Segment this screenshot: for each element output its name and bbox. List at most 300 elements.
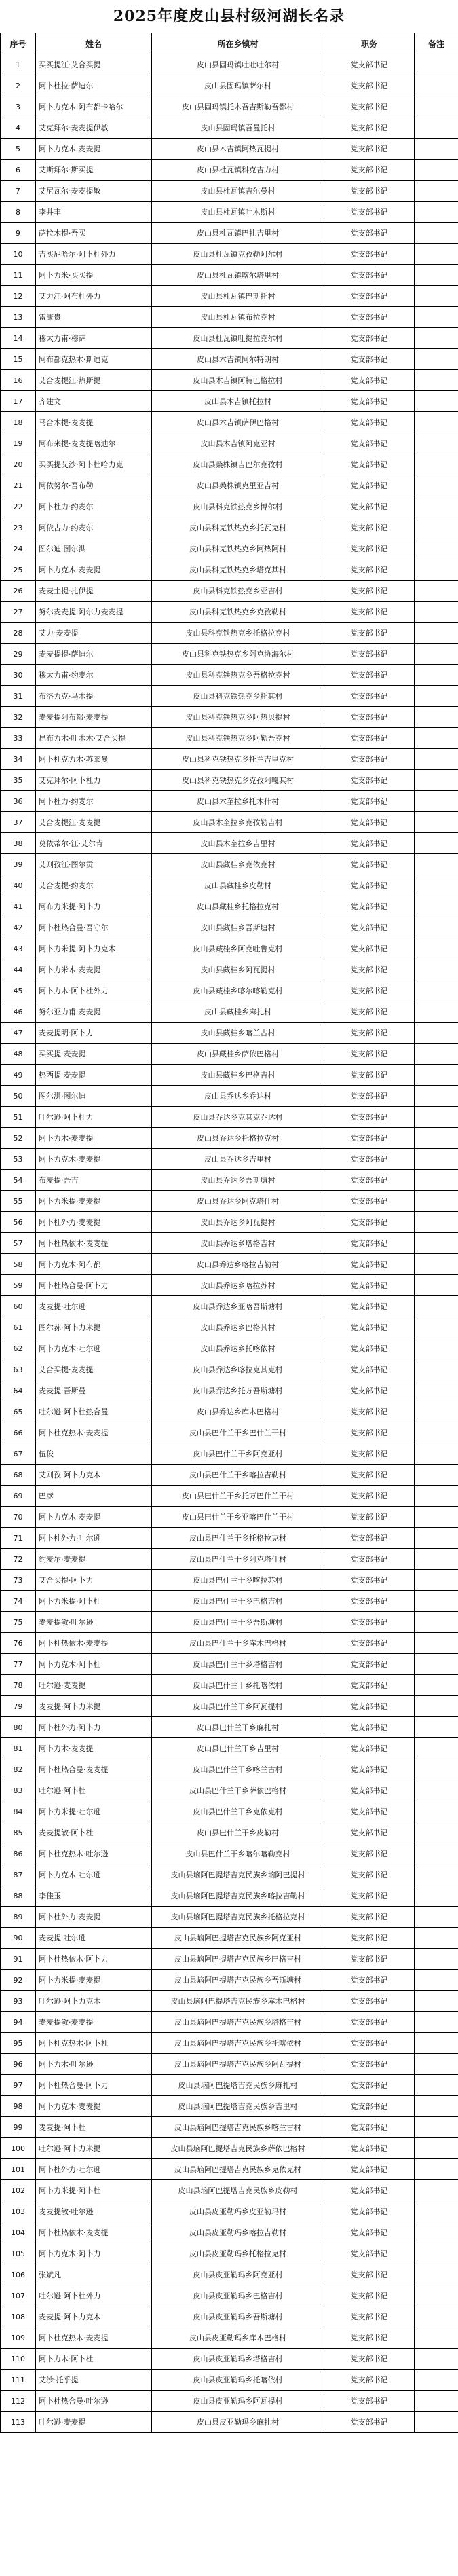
row-role: 党支部书记 [324,2412,415,2433]
row-role: 党支部书记 [324,980,415,1001]
row-village: 皮山县乔达乡喀拉吉勒村 [152,1254,324,1275]
row-role: 党支部书记 [324,1633,415,1654]
row-role: 党支部书记 [324,938,415,959]
row-role: 党支部书记 [324,160,415,181]
row-note [415,244,458,265]
table-row [1,896,458,917]
row-village: 皮山县巴什兰干乡萨依巴格村 [152,1780,324,1801]
table-row [1,1212,458,1233]
table-row [1,833,458,854]
row-name: 阿卜力克木·麦麦提 [36,1149,152,1170]
row-note [415,1528,458,1549]
row-index: 22 [1,496,36,517]
row-name: 吐尔逊·阿卜力克木 [36,1991,152,2012]
row-village: 皮山县垴阿巴提塔吉克民族乡喀拉吉勒村 [152,1885,324,1907]
row-note [415,707,458,728]
row-index: 14 [1,328,36,349]
row-village: 皮山县皮亚勒玛乡阿瓦提村 [152,2391,324,2412]
row-name: 阿卜杜外力·麦麦提 [36,1907,152,1928]
row-note [415,1443,458,1465]
row-index: 109 [1,2327,36,2349]
row-index: 38 [1,833,36,854]
row-role: 党支部书记 [324,265,415,286]
row-village: 皮山县皮亚勒玛乡塔格吉村 [152,2349,324,2370]
row-index: 80 [1,1717,36,1738]
row-village: 皮山县藏桂乡皮勒村 [152,875,324,896]
row-name: 图尔荪·阿卜力米提 [36,1317,152,1338]
row-role: 党支部书记 [324,1317,415,1338]
row-role: 党支部书记 [324,1128,415,1149]
row-name: 艾合买提·麦麦提 [36,1359,152,1380]
row-village: 皮山县巴什兰干乡托万巴什兰干村 [152,1486,324,1507]
row-index: 104 [1,2222,36,2243]
table-row [1,2349,458,2370]
table-row [1,517,458,538]
row-role: 党支部书记 [324,2075,415,2096]
table-row [1,2285,458,2306]
row-village: 皮山县皮亚勒玛乡托格拉克村 [152,2243,324,2264]
row-note [415,875,458,896]
row-index: 55 [1,1191,36,1212]
row-index: 110 [1,2349,36,2370]
row-note [415,665,458,686]
row-note [415,602,458,623]
row-name: 麦麦提敏·麦麦提 [36,2012,152,2033]
row-note [415,1044,458,1065]
row-village: 皮山县巴什兰干乡喀尔喀勒克村 [152,1843,324,1864]
row-role: 党支部书记 [324,1780,415,1801]
document-title: 2025年度皮山县村级河湖长名录 [113,7,345,25]
table-row [1,1949,458,1970]
row-role: 党支部书记 [324,2370,415,2391]
row-name: 吐尔逊·阿卜杜力 [36,1107,152,1128]
row-role: 党支部书记 [324,1991,415,2012]
row-role: 党支部书记 [324,728,415,749]
row-index: 82 [1,1759,36,1780]
row-note [415,1549,458,1570]
table-row [1,370,458,391]
row-village: 皮山县垴阿巴提塔吉克民族乡塔格吉村 [152,2012,324,2033]
row-index: 105 [1,2243,36,2264]
row-name: 热西提·麦麦提 [36,1065,152,1086]
row-index: 65 [1,1401,36,1422]
row-index: 32 [1,707,36,728]
row-index: 49 [1,1065,36,1086]
row-index: 19 [1,433,36,454]
row-name: 阿卜杜外力·吐尔逊 [36,2159,152,2180]
table-row [1,1717,458,1738]
row-village: 皮山县乔达乡乔达村 [152,1086,324,1107]
row-role: 党支部书记 [324,665,415,686]
row-name: 阿卜力米提·吐尔逊 [36,1801,152,1822]
row-name: 阿卜杜克力木·苏莱曼 [36,749,152,770]
row-name: 阿卜杜力·约麦尔 [36,496,152,517]
row-role: 党支部书记 [324,2243,415,2264]
row-village: 皮山县皮亚勒玛乡托喀依村 [152,2370,324,2391]
row-role: 党支部书记 [324,644,415,665]
row-village: 皮山县杜瓦镇吐木斯村 [152,202,324,223]
row-name: 艾合麦提江·热斯提 [36,370,152,391]
row-role: 党支部书记 [324,791,415,812]
row-note [415,517,458,538]
row-name: 买买提艾沙·阿卜杜哈力克 [36,454,152,475]
table-row [1,686,458,707]
row-role: 党支部书记 [324,896,415,917]
row-role: 党支部书记 [324,286,415,307]
row-village: 皮山县科克铁热克乡塔克其村 [152,559,324,581]
row-note [415,117,458,139]
row-note [415,160,458,181]
row-name: 阿卜杜克热木·麦麦提 [36,1422,152,1443]
row-village: 皮山县垴阿巴提塔吉克民族乡吾斯塘村 [152,1970,324,1991]
row-name: 阿布都克热木·斯迪克 [36,349,152,370]
table-row [1,938,458,959]
row-index: 1 [1,54,36,75]
row-role: 党支部书记 [324,1885,415,1907]
table-row [1,1001,458,1023]
row-index: 96 [1,2054,36,2075]
row-name: 阿依努尔·吾布勒 [36,475,152,496]
row-role: 党支部书记 [324,2285,415,2306]
table-row [1,1696,458,1717]
row-name: 阿卜杜克热木·阿卜杜 [36,2033,152,2054]
row-note [415,1801,458,1822]
row-index: 11 [1,265,36,286]
table-row [1,433,458,454]
row-note [415,2285,458,2306]
row-index: 39 [1,854,36,875]
row-name: 图尔迪·图尔洪 [36,538,152,559]
row-index: 26 [1,581,36,602]
row-village: 皮山县科克铁热克乡亚吉村 [152,581,324,602]
row-village: 皮山县藏桂乡喀尔喀勒克村 [152,980,324,1001]
row-village: 皮山县桑株镇吉巴尔克孜村 [152,454,324,475]
row-note [415,412,458,433]
table-row [1,812,458,833]
row-index: 93 [1,1991,36,2012]
row-name: 巴彦 [36,1486,152,1507]
table-row [1,1486,458,1507]
row-name: 艾合麦提江·麦麦提 [36,812,152,833]
row-village: 皮山县科克铁热克乡阿热贝提村 [152,707,324,728]
row-index: 86 [1,1843,36,1864]
row-role: 党支部书记 [324,1696,415,1717]
row-name: 买买提江·艾合买提 [36,54,152,75]
table-row [1,2033,458,2054]
row-village: 皮山县巴什兰干乡阿克亚村 [152,1443,324,1465]
table-row [1,202,458,223]
row-note [415,1338,458,1359]
row-name: 阿卜杜外力·麦麦提 [36,1212,152,1233]
row-role: 党支部书记 [324,1170,415,1191]
row-note [415,980,458,1001]
row-note [415,1380,458,1401]
table-row [1,770,458,791]
row-village: 皮山县垴阿巴提塔吉克民族乡吉里村 [152,2096,324,2117]
row-name: 阿布力米提·阿卜力 [36,896,152,917]
row-name: 约麦尔·麦麦提 [36,1549,152,1570]
row-index: 88 [1,1885,36,1907]
row-name: 阿卜杜拉·萨迪尔 [36,75,152,96]
row-note [415,391,458,412]
row-name: 艾则孜江·图尔贡 [36,854,152,875]
row-village: 皮山县垴阿巴提塔吉克民族乡阿瓦提村 [152,2054,324,2075]
table-row [1,223,458,244]
row-name: 阿卜力米提·麦麦提 [36,1970,152,1991]
row-name: 阿卜力克木·吐尔逊 [36,1864,152,1885]
row-role: 党支部书记 [324,812,415,833]
table-row [1,1086,458,1107]
table-row [1,2012,458,2033]
row-note [415,728,458,749]
row-role: 党支部书记 [324,1296,415,1317]
row-index: 92 [1,1970,36,1991]
row-index: 21 [1,475,36,496]
row-village: 皮山县垴阿巴提塔吉克民族乡托喀依村 [152,2033,324,2054]
row-name: 艾克拜尔·麦麦提伊敏 [36,117,152,139]
row-role: 党支部书记 [324,1254,415,1275]
row-index: 9 [1,223,36,244]
row-village: 皮山县科克铁热克乡吾格拉克村 [152,665,324,686]
table-row [1,644,458,665]
row-role: 党支部书记 [324,2159,415,2180]
row-name: 阿卜力木·阿卜杜外力 [36,980,152,1001]
row-role: 党支部书记 [324,2117,415,2138]
row-name: 阿卜力克木·吐尔逊 [36,1338,152,1359]
row-index: 77 [1,1654,36,1675]
table-row [1,160,458,181]
row-name: 阿卜杜外力·吐尔逊 [36,1528,152,1549]
row-village: 皮山县木吉镇阿尔特朗村 [152,349,324,370]
row-role: 党支部书记 [324,1949,415,1970]
row-index: 95 [1,2033,36,2054]
row-role: 党支部书记 [324,496,415,517]
table-row [1,475,458,496]
table-row [1,496,458,517]
row-index: 51 [1,1107,36,1128]
table-row [1,2075,458,2096]
row-role: 党支部书记 [324,602,415,623]
table-row [1,1549,458,1570]
row-index: 18 [1,412,36,433]
row-index: 94 [1,2012,36,2033]
row-index: 43 [1,938,36,959]
row-note [415,1907,458,1928]
row-role: 党支部书记 [324,623,415,644]
row-index: 3 [1,96,36,117]
row-index: 36 [1,791,36,812]
row-role: 党支部书记 [324,538,415,559]
table-row [1,980,458,1001]
row-name: 麦麦提·吐尔逊 [36,1296,152,1317]
row-role: 党支部书记 [324,2054,415,2075]
row-index: 52 [1,1128,36,1149]
row-index: 27 [1,602,36,623]
row-name: 阿卜杜热依木·阿卜力 [36,1949,152,1970]
row-village: 皮山县乔达乡吾斯塘村 [152,1170,324,1191]
table-row [1,749,458,770]
row-role: 党支部书记 [324,2180,415,2201]
row-role: 党支部书记 [324,244,415,265]
row-village: 皮山县杜瓦镇喀尔塔里村 [152,265,324,286]
table-row [1,349,458,370]
row-note [415,1359,458,1380]
row-note [415,139,458,160]
row-name: 阿卜力木·吐尔逊 [36,2054,152,2075]
row-village: 皮山县藏桂乡阿瓦提村 [152,959,324,980]
row-note [415,559,458,581]
table-header-row [1,33,458,54]
table-row [1,412,458,433]
table-row [1,581,458,602]
row-name: 布麦提·吾吉 [36,1170,152,1191]
table-body [1,54,458,2433]
row-role: 党支部书记 [324,1759,415,1780]
row-name: 图尔洪·图尔迪 [36,1086,152,1107]
row-role: 党支部书记 [324,1044,415,1065]
row-name: 努尔麦麦提·阿尔力麦麦提 [36,602,152,623]
row-index: 2 [1,75,36,96]
row-index: 79 [1,1696,36,1717]
row-note [415,581,458,602]
row-index: 85 [1,1822,36,1843]
row-role: 党支部书记 [324,1801,415,1822]
row-index: 10 [1,244,36,265]
row-index: 87 [1,1864,36,1885]
row-role: 党支部书记 [324,181,415,202]
row-index: 29 [1,644,36,665]
table-row [1,2222,458,2243]
row-name: 艾力江·阿布杜外力 [36,286,152,307]
row-note [415,202,458,223]
table-row [1,1254,458,1275]
row-village: 皮山县杜瓦镇克孜勒阿尔村 [152,244,324,265]
row-name: 阿卜力克木·麦麦提 [36,2096,152,2117]
row-name: 阿卜力米提·阿卜杜 [36,2180,152,2201]
table-row [1,1233,458,1254]
row-role: 党支部书记 [324,96,415,117]
row-note [415,2264,458,2285]
row-index: 13 [1,307,36,328]
row-village: 皮山县乔达乡吉里村 [152,1149,324,1170]
row-note [415,2054,458,2075]
table-row [1,1970,458,1991]
row-role: 党支部书记 [324,1212,415,1233]
row-name: 阿卜杜力·约麦尔 [36,791,152,812]
row-note [415,2412,458,2433]
row-name: 阿依古力·约麦尔 [36,517,152,538]
table-row [1,1296,458,1317]
row-note [415,1675,458,1696]
row-name: 麦麦提敏·吐尔逊 [36,2201,152,2222]
row-index: 73 [1,1570,36,1591]
table-row [1,1023,458,1044]
table-row [1,391,458,412]
row-village: 皮山县巴什兰干乡皮勒村 [152,1822,324,1843]
row-name: 艾斯拜尔·斯买提 [36,160,152,181]
row-village: 皮山县乔达乡亚喀吾斯塘村 [152,1296,324,1317]
row-role: 党支部书记 [324,349,415,370]
row-index: 50 [1,1086,36,1107]
row-village: 皮山县巴什兰干乡阿瓦提村 [152,1696,324,1717]
row-note [415,2370,458,2391]
row-note [415,2306,458,2327]
row-role: 党支部书记 [324,1907,415,1928]
table-row [1,1275,458,1296]
row-role: 党支部书记 [324,2264,415,2285]
row-name: 阿卜力米提·麦麦提 [36,1191,152,1212]
row-index: 42 [1,917,36,938]
row-role: 党支部书记 [324,1359,415,1380]
row-name: 麦麦土提·扎伊提 [36,581,152,602]
row-role: 党支部书记 [324,2306,415,2327]
row-role: 党支部书记 [324,139,415,160]
table-row [1,2054,458,2075]
row-name: 吐尔逊·阿卜杜热合曼 [36,1401,152,1422]
row-note [415,770,458,791]
row-name: 阿卜力克木·阿卜力 [36,2243,152,2264]
header-index: 序号 [1,33,36,54]
row-index: 5 [1,139,36,160]
row-index: 25 [1,559,36,581]
row-role: 党支部书记 [324,1591,415,1612]
table-row [1,1780,458,1801]
row-name: 张斌凡 [36,2264,152,2285]
row-village: 皮山县固玛镇萨尔村 [152,75,324,96]
row-role: 党支部书记 [324,1086,415,1107]
row-village: 皮山县科克铁热克乡克孜阿嘎其村 [152,770,324,791]
row-note [415,1422,458,1443]
row-village: 皮山县木吉镇托拉村 [152,391,324,412]
row-name: 阿卜力克木·阿布都 [36,1254,152,1275]
row-index: 102 [1,2180,36,2201]
table-row [1,2327,458,2349]
row-index: 72 [1,1549,36,1570]
row-note [415,2096,458,2117]
row-index: 62 [1,1338,36,1359]
row-index: 91 [1,1949,36,1970]
table-row [1,2159,458,2180]
row-note [415,959,458,980]
row-role: 党支部书记 [324,75,415,96]
row-role: 党支部书记 [324,749,415,770]
row-index: 24 [1,538,36,559]
row-name: 麦麦提·阿卜力米提 [36,1696,152,1717]
row-index: 67 [1,1443,36,1465]
row-name: 麦麦提·吐尔逊 [36,1928,152,1949]
table-row [1,244,458,265]
row-role: 党支部书记 [324,1843,415,1864]
row-role: 党支部书记 [324,328,415,349]
row-note [415,2180,458,2201]
row-village: 皮山县藏桂乡托格拉克村 [152,896,324,917]
row-note [415,370,458,391]
row-role: 党支部书记 [324,686,415,707]
row-name: 阿卜力米提·阿卜力克木 [36,938,152,959]
row-role: 党支部书记 [324,1443,415,1465]
row-name: 阿卜力克木·阿卜杜 [36,1654,152,1675]
row-village: 皮山县乔达乡巴格其村 [152,1317,324,1338]
row-role: 党支部书记 [324,2033,415,2054]
table-row [1,959,458,980]
row-name: 萨拉木提·吾买 [36,223,152,244]
row-index: 8 [1,202,36,223]
row-index: 103 [1,2201,36,2222]
row-village: 皮山县木奎拉乡克孜勒吉村 [152,812,324,833]
row-village: 皮山县乔达乡喀拉苏村 [152,1275,324,1296]
table-row [1,1591,458,1612]
table-row [1,1065,458,1086]
